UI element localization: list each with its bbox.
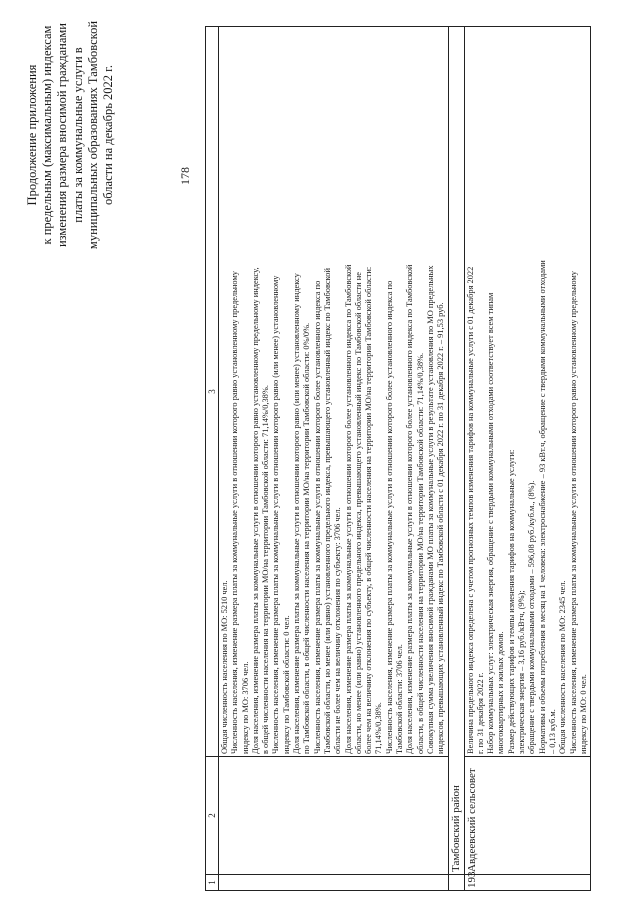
appendix-caption (25, 0, 116, 270)
text-line: Набор коммунальных услуг: электрическая энергия, обращение с твердыми коммунальными отходами соответствует всем типам (486, 292, 496, 754)
region-name: Тамбовский район (448, 27, 464, 875)
text-line: Тамбовской области: 3706 чел. (395, 644, 405, 754)
text-line: Совокупная сумма увеличения вносимой гражданами МО платы за коммунальные услуги в результате установления по МО предельных (425, 265, 435, 754)
caption-line: изменения размера вносимой гражданами (55, 23, 70, 248)
caption-line: области на декабрь 2022 г. (101, 65, 116, 206)
indices-table (205, 26, 591, 891)
region-row (448, 27, 464, 891)
text-line: более чем на величину отклонения по субъекту, в общей численности населения на территории МО/на территории Тамбовской области: (364, 266, 374, 754)
text-line: Общая численность населения по МО: 5210 чел. (220, 580, 229, 754)
continued-number-cell (219, 875, 449, 891)
page-number: 178 (178, 167, 192, 185)
row-description-cell (464, 27, 591, 757)
text-line: Численность населения, изменение размера платы за коммунальные услуги в отношении которого равно установленному предельному (568, 271, 578, 754)
settlement-name: Авдеевский сельсовет (464, 757, 591, 875)
row-number: 193 (464, 875, 591, 891)
text-line: – 0,13 куб.м. (547, 709, 557, 754)
column-number-1: 1 (206, 875, 219, 891)
continued-description-cell (219, 27, 449, 757)
text-line: Численность населения, изменение размера платы за коммунальные услуги в отношении которого равно (или менее) установленному (271, 275, 281, 754)
text-line: Доля населения, изменение размера платы за коммунальные услуги в отношении которого равно установленному предельному индексу, (250, 267, 260, 754)
text-line: Величина предельного индекса определена с учетом прогнозных темпов изменения тарифов на коммунальные услуги с 01 декабря 2022 (465, 266, 475, 754)
text-line: индексу по МО: 0 чел. (578, 674, 588, 754)
table-row (464, 27, 591, 891)
text-line: Нормативы и объемы потребления в месяц на 1 человека: электроснабжение – 93 кВт.ч, обращение с твердыми коммунальными отходами (537, 260, 547, 754)
text-line: 71,14%/0,38%. (374, 702, 384, 754)
text-line: Тамбовской области, но менее (или равно) установленного предельного индекса, превышающего установленный индекс по Тамбовской (322, 268, 332, 754)
column-number-2: 2 (206, 757, 219, 875)
table-row-continued (219, 27, 449, 891)
text-line: Доля населения, изменение размера платы за коммунальные услуги в отношении которого более установленного индекса по Тамбовской (405, 264, 415, 754)
text-line: Общая численность населения по МО: 2345 чел. (558, 580, 568, 754)
text-line: многоквартирных и жилых домов. (496, 631, 506, 754)
table-header-row (206, 27, 219, 891)
text-line: индексов, превышающих установленный индекс по Тамбовской области с 01 декабря 2022 г. по 31 декабря 2022 г. – 91,53 руб. (436, 302, 446, 754)
text-line: Доля населения, изменение размера платы за коммунальные услуги в отношении которого равно (или менее) установленному индексу (292, 273, 302, 754)
text-line: г. по 31 декабря 2022 г. (475, 672, 485, 754)
text-line: по Тамбовской области, в общей численности населения на территории МО/на территории Тамбовской области: 0%/0%. (302, 322, 312, 754)
region-number-cell (448, 875, 464, 891)
text-line: индексу по Тамбовской области: 0 чел. (281, 615, 291, 754)
text-line: области, но менее (или равно) установленного предельного индекса, превышающего установленный индекс по Тамбовской области не (353, 272, 363, 754)
text-line: Численность населения, изменение размера платы за коммунальные услуги в отношении которого более установленного индекса по (384, 280, 394, 754)
text-line: в общей численности населения на территории МО/на территории Тамбовской области: 71,14%/0,38%. (261, 385, 271, 754)
continued-name-cell (219, 757, 449, 875)
text-line: индексу по МО: 3706 чел. (240, 661, 250, 754)
caption-line: муниципальных образованиях Тамбовской (85, 20, 100, 250)
caption-line: Продолжение приложения (25, 64, 39, 206)
text-line: Размер действующих тарифов и темпы изменения тарифов на коммунальные услуги: (506, 449, 516, 754)
text-line: области не более чем на величину отклонения по субъекту: 3706 чел. (333, 507, 343, 754)
caption-line: к предельным (максимальным) индексам (40, 25, 55, 245)
text-line: обращение с твердыми коммунальными отходами – 596,08 руб./куб.м., (8%). (527, 480, 537, 754)
text-line: электрическая энергия – 3,16 руб./кВтч, (9%); (517, 590, 527, 754)
caption-line: платы за коммунальные услуги в (70, 47, 85, 223)
text-line: Численность населения, изменение размера платы за коммунальные услуги в отношении которого более установленного индекса по (312, 280, 322, 754)
text-line: Доля населения, изменение размера платы за коммунальные услуги в отношении которого более установленного индекса по Тамбовской (343, 264, 353, 754)
text-line: области, в общей численности населения на территории МО/на территории Тамбовской области: 71,14%/0,38%. (415, 352, 425, 754)
column-number-3: 3 (206, 27, 219, 757)
text-line: Численность населения, изменение размера платы за коммунальные услуги в отношении которого равно установленному предельному (230, 271, 240, 754)
